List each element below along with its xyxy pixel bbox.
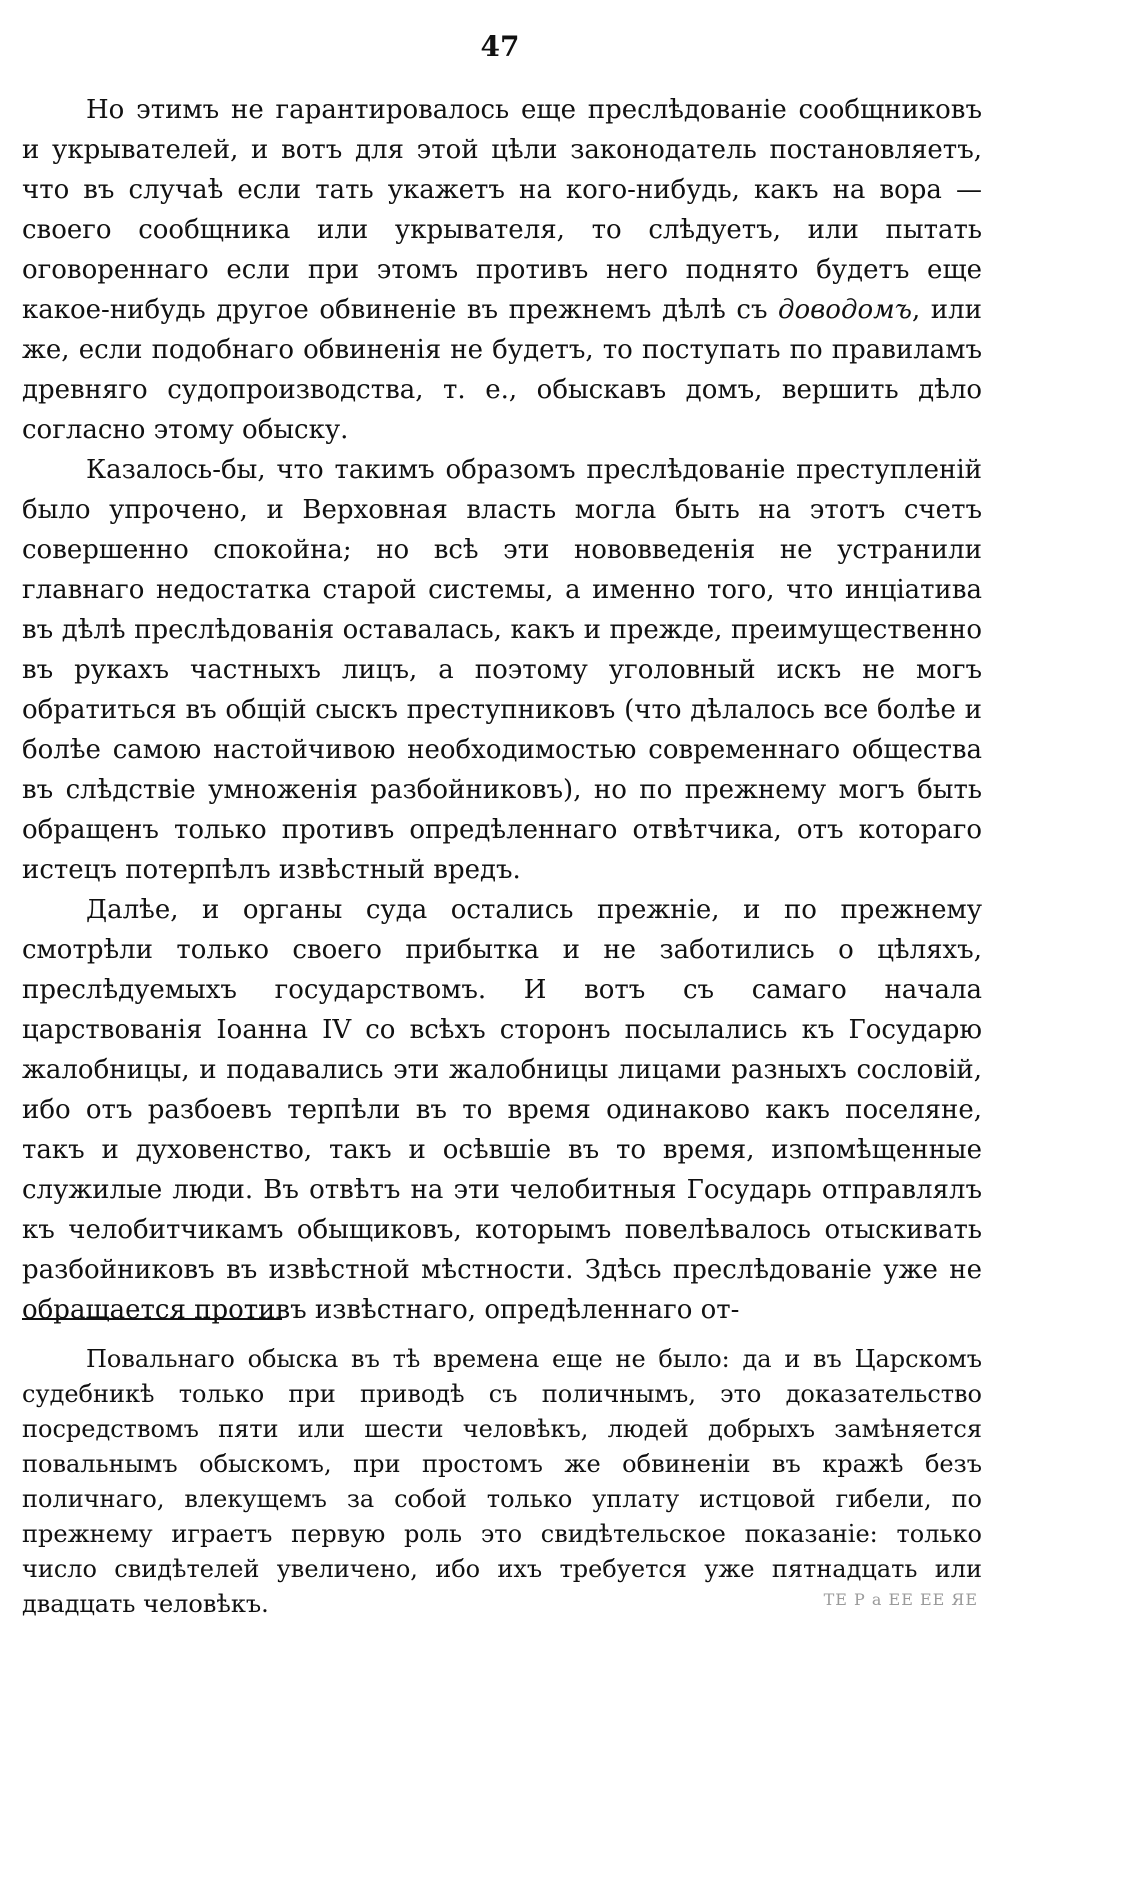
paragraph-3: Далѣе, и органы суда остались прежніе, и по прежнему смотрѣли только своего прибытка и не заботились о цѣляхъ, преслѣдуемыхъ государствомъ. И вотъ съ самаго начала царствованія Іоанна IV со всѣхъ сторонъ посылались къ Государю жалобницы, и подавались эти жалобницы лицами разныхъ сословій, ибо отъ разбоевъ терпѣли въ то время одинаково какъ поселяне, такъ и духовенство, такъ и осѣвшіе въ то время, изпомѣщенные служилые люди. Въ отвѣтъ на эти челобитныя Государь отправлялъ къ челобитчикамъ обыщиковъ, которымъ повелѣвалось отыскивать разбойниковъ въ извѣстной мѣстности. Здѣсь преслѣдованіе уже не обращается противъ извѣстнаго, опредѣленнаго от- [22, 895, 982, 1325]
paragraph-1-end: , или же, если подобнаго обвиненія не будетъ, то поступать по правиламъ древняго судопроизводства, т. е., обыскавъ домъ, вершить дѣло согласно этому обыску. [22, 295, 982, 445]
emphasized-word: доводомъ [778, 295, 912, 325]
main-text [22, 90, 982, 1330]
footnote-divider [22, 1318, 282, 1320]
bleed-through-text: ТЕ Р а ЕЕ ЕЕ ЯЕ [823, 1590, 978, 1609]
paragraph-1 [22, 90, 982, 450]
paragraph-2: Казалось-бы, что такимъ образомъ преслѣдованіе преступленій было упрочено, и Верховная власть могла быть на этотъ счетъ совершенно спокойна; но всѣ эти нововведенія не устранили главнаго недостатка старой системы, а именно того, что инціатива въ дѣлѣ преслѣдованія оставалась, какъ и прежде, преимущественно въ рукахъ частныхъ лицъ, а поэтому уголовный искъ не могъ обратиться въ общій сыскъ преступниковъ (что дѣлалось все болѣе и болѣе самою настойчивою необходимостью современнаго общества въ слѣдствіе умноженія разбойниковъ), но по прежнему могъ быть обращенъ только противъ опредѣленнаго отвѣтчика, отъ котораго истецъ потерпѣлъ извѣстный вредъ. [22, 455, 982, 885]
footnote: Повальнаго обыска въ тѣ времена еще не было: да и въ Царскомъ судебникѣ только при приводѣ съ поличнымъ, это доказательство посредствомъ пяти или шести человѣкъ, людей добрыхъ замѣняется повальнымъ обыскомъ, при простомъ же обвиненіи въ кражѣ безъ поличнаго, влекущемъ за собой только уплату истцовой гибели, по прежнему играетъ первую роль это свидѣтельское показаніе: только число свидѣтелей увеличено, ибо ихъ требуется уже пятнадцать или двадцать человѣкъ. [22, 1345, 982, 1618]
page-number: 47 [480, 30, 520, 63]
paragraph-1-start: Но этимъ не гарантировалось еще преслѣдованіе сообщниковъ и укрывателей, и вотъ для этой цѣли законодатель постановляетъ, что въ случаѣ если тать укажетъ на кого-нибудь, какъ на вора — своего сообщника или укрывателя, то слѣдуетъ, или пытать оговореннаго если при этомъ противъ него поднято будетъ еще какое-нибудь другое обвиненіе въ прежнемъ дѣлѣ съ [22, 95, 982, 325]
